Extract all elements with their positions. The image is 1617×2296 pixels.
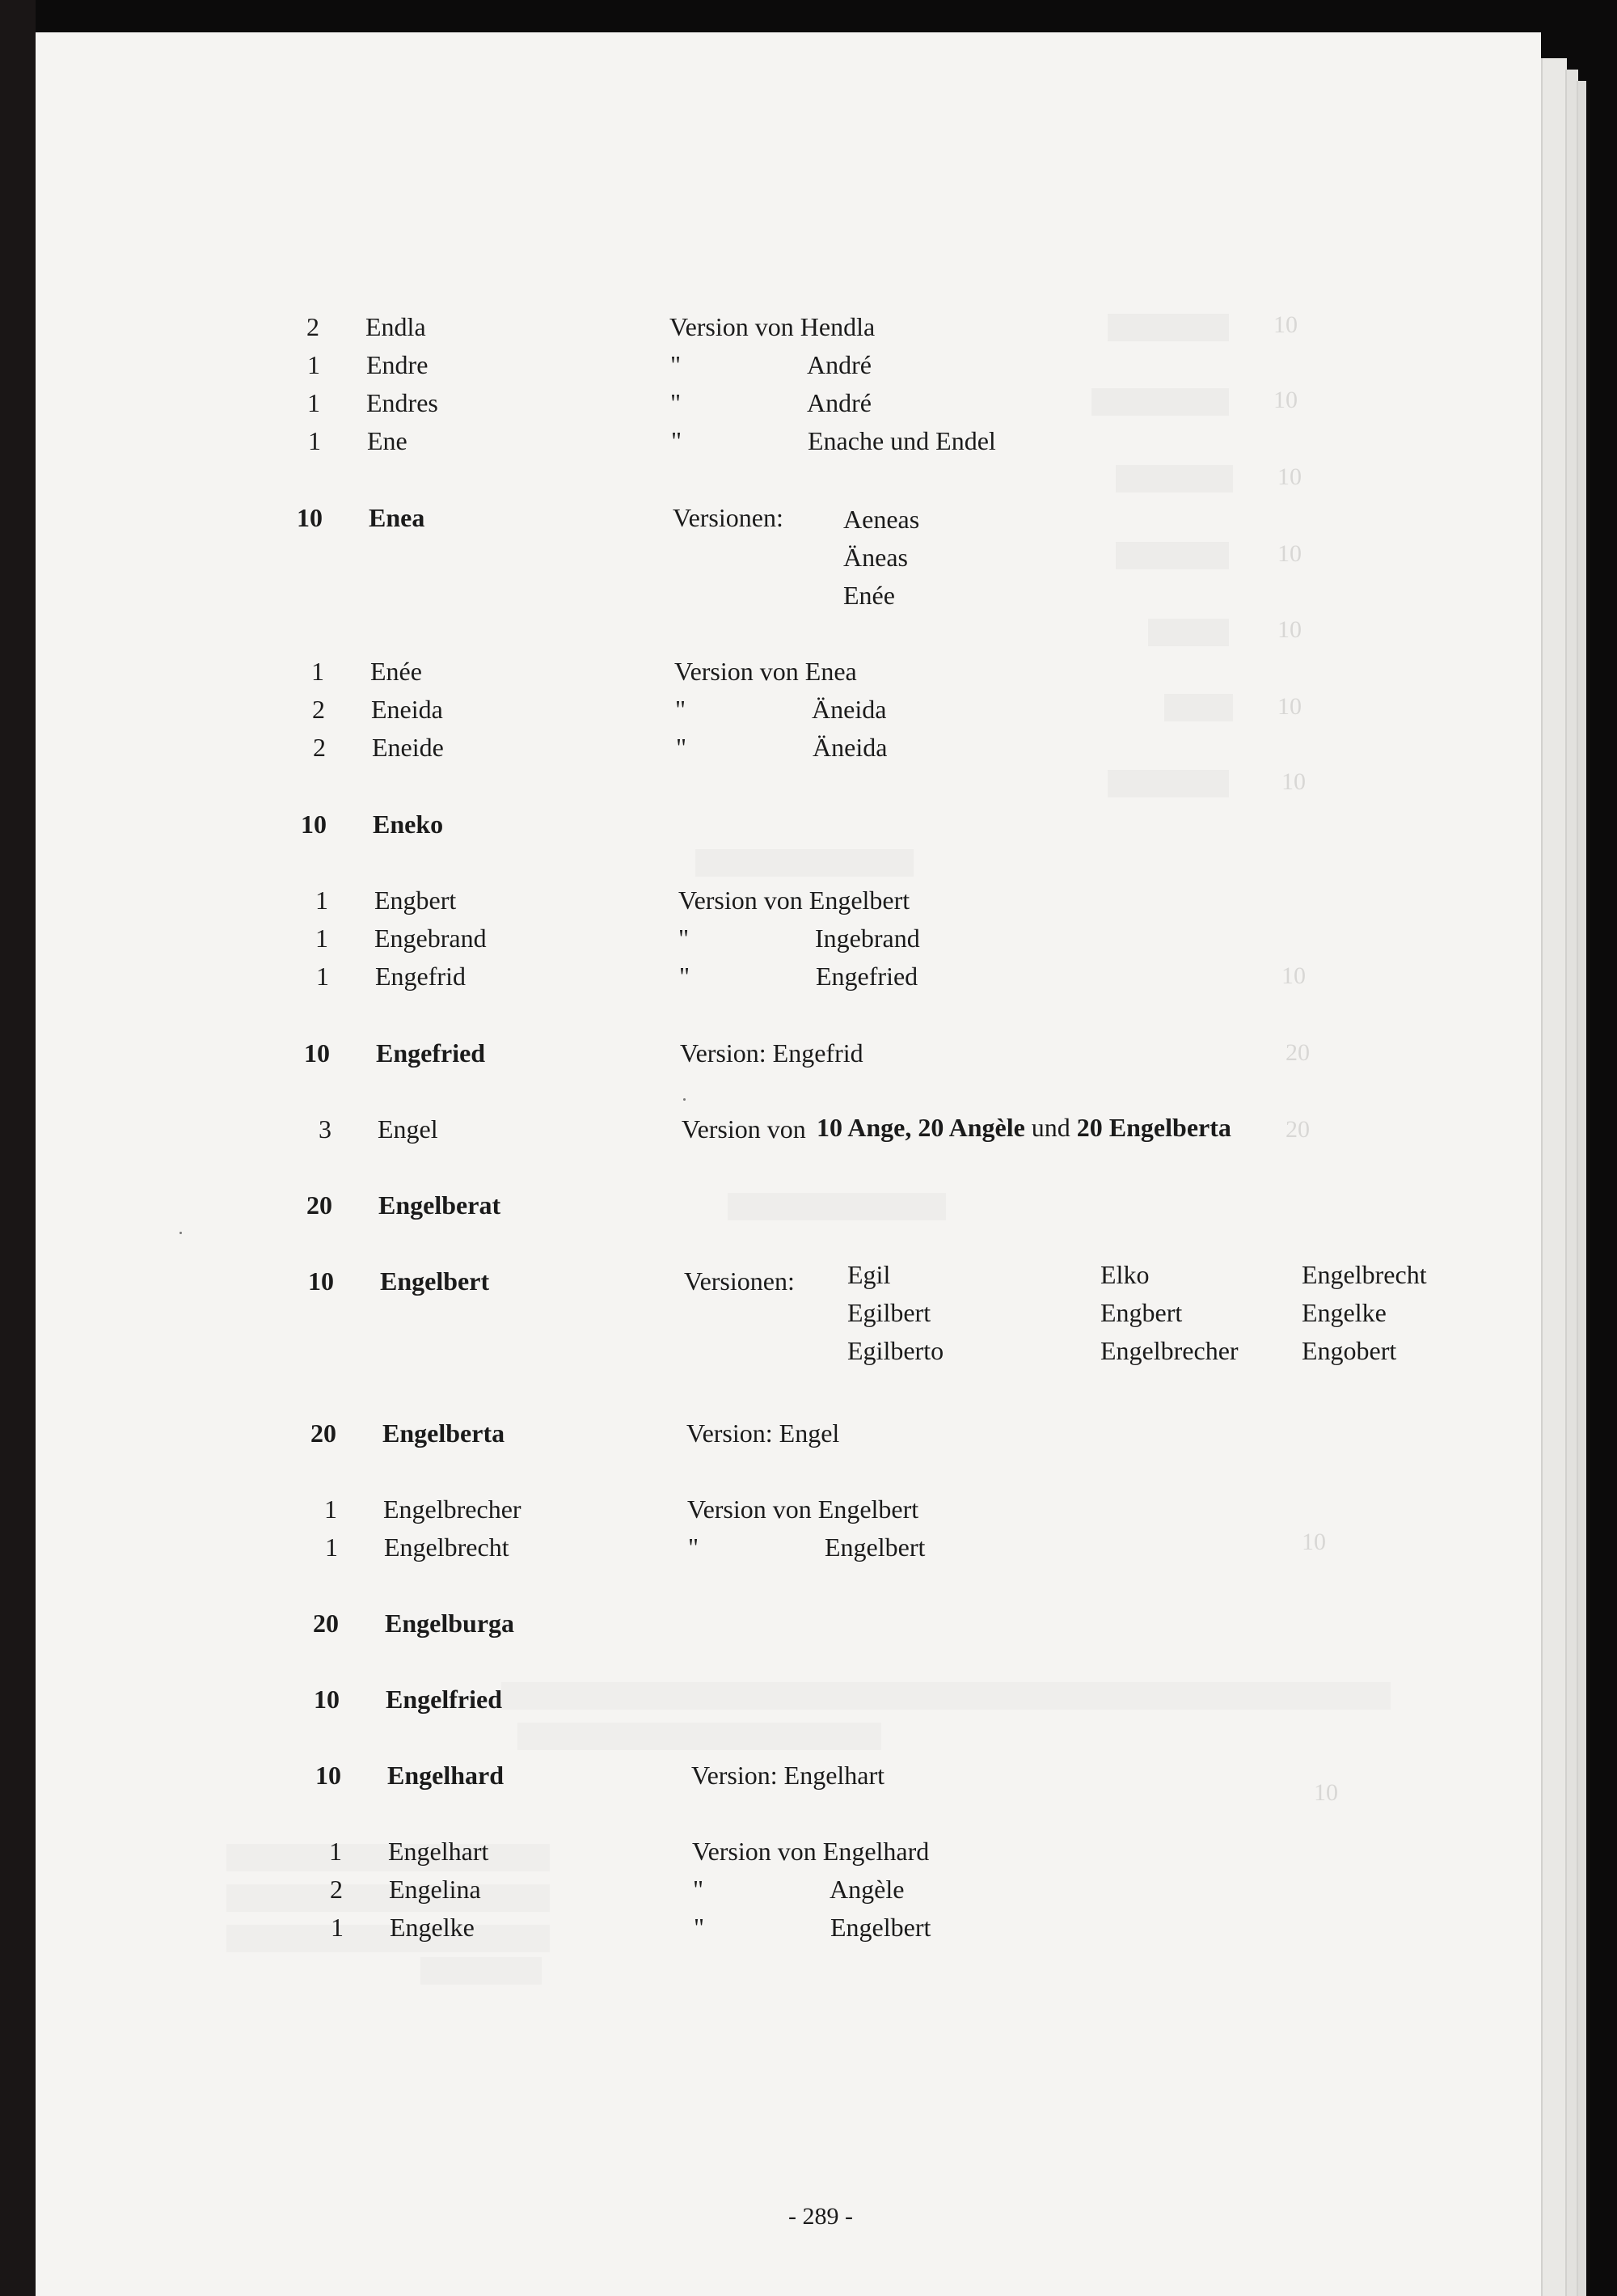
entry-version-target: Äneida <box>812 695 887 724</box>
page-edge <box>1541 58 1567 2296</box>
entry-name: Engelberta <box>382 1419 505 1448</box>
engelbert-version: Egilbert <box>847 1298 931 1327</box>
entry-name: Engelke <box>390 1913 475 1942</box>
entry-name: Engbert <box>374 886 457 915</box>
entry-description: Version von Hendla <box>669 312 876 341</box>
entry-description: " <box>675 695 686 724</box>
entry-description: Version: Engefrid <box>680 1038 863 1068</box>
bleed-through <box>1091 388 1229 416</box>
entry-name: Engelburga <box>385 1609 515 1638</box>
bleed-through <box>1116 465 1233 493</box>
bleed-through: 10 <box>1314 1779 1338 1806</box>
engel-link-1: 10 Ange, <box>817 1113 912 1142</box>
entry-description: Versionen: <box>684 1266 795 1296</box>
entry-version-target: Engefried <box>816 962 918 991</box>
entry-description: " <box>693 1875 704 1904</box>
entry-frequency: 10 <box>314 1685 340 1714</box>
entry-name: Engelina <box>389 1875 481 1904</box>
entry-description: " <box>679 962 690 991</box>
speck <box>683 1098 686 1101</box>
bleed-through: 20 <box>1286 1039 1310 1066</box>
entry-frequency: 20 <box>306 1190 332 1220</box>
entry-frequency: 1 <box>315 886 328 915</box>
bleed-through: 10 <box>1277 693 1302 720</box>
entry-frequency: 10 <box>308 1266 334 1296</box>
entry-name: Endres <box>366 388 438 417</box>
entry-frequency: 1 <box>308 426 321 455</box>
bleed-through <box>517 1723 881 1750</box>
engelbert-version: Egil <box>847 1260 891 1289</box>
bleed-through: 10 <box>1302 1529 1326 1555</box>
bleed-through: 10 <box>1273 311 1298 338</box>
engelbert-version: Engobert <box>1302 1336 1397 1365</box>
entry-frequency: 1 <box>307 388 320 417</box>
engelbert-version: Egilberto <box>847 1336 944 1365</box>
bleed-through <box>226 1925 550 1952</box>
bleed-through: 10 <box>1277 463 1302 490</box>
entry-description: " <box>671 426 682 455</box>
entry-name: Endla <box>365 312 426 341</box>
entry-frequency: 20 <box>313 1609 339 1638</box>
entry-description: " <box>670 350 682 379</box>
bleed-through <box>1108 314 1229 341</box>
entry-frequency: 2 <box>330 1875 343 1904</box>
entry-name: Enea <box>369 503 425 532</box>
engel-version-links <box>817 1112 1231 1143</box>
entry-name: Eneko <box>373 810 444 839</box>
entry-frequency: 20 <box>310 1419 336 1448</box>
entry-name: Endre <box>366 350 429 379</box>
book-spine <box>0 0 36 2296</box>
entry-name: Engebrand <box>374 924 487 953</box>
page-sheet <box>36 32 1541 2296</box>
entry-frequency: 1 <box>316 962 329 991</box>
bleed-through: 20 <box>1286 1116 1310 1143</box>
engel-link-3: 20 Engelberta <box>1076 1113 1231 1142</box>
entry-frequency: 1 <box>307 350 320 379</box>
entry-frequency: 1 <box>329 1837 342 1866</box>
entry-frequency: 1 <box>331 1913 344 1942</box>
entry-version-target: Engelbert <box>825 1533 926 1562</box>
entry-version-target: Äneida <box>813 733 888 762</box>
enea-version: Aeneas <box>843 505 920 534</box>
entry-description: " <box>688 1533 699 1562</box>
entry-version-target: Engelbert <box>830 1913 931 1942</box>
engelbert-version: Engbert <box>1100 1298 1183 1327</box>
entry-frequency: 1 <box>324 1495 337 1524</box>
entry-version-target: André <box>807 388 872 417</box>
entry-name: Engelbrecher <box>383 1495 521 1524</box>
bleed-through: 10 <box>1273 387 1298 413</box>
bleed-through <box>1148 619 1229 646</box>
bleed-through <box>1164 694 1233 721</box>
entry-frequency: 1 <box>315 924 328 953</box>
entry-version-target: André <box>807 350 872 379</box>
bleed-through <box>728 1193 946 1220</box>
entry-description: Version von <box>682 1114 806 1144</box>
entry-name: Eneide <box>372 733 444 762</box>
entry-name: Engelbert <box>380 1266 490 1296</box>
entry-name: Ene <box>367 426 407 455</box>
bleed-through <box>501 1682 1391 1710</box>
entry-description: " <box>670 388 682 417</box>
entry-description: Version: Engelhart <box>691 1761 885 1790</box>
entry-name: Engefried <box>376 1038 486 1068</box>
entry-description: Versionen: <box>673 503 783 532</box>
entry-frequency: 2 <box>306 312 319 341</box>
entry-frequency: 2 <box>312 695 325 724</box>
bleed-through: 10 <box>1281 962 1306 989</box>
enea-version: Äneas <box>843 543 908 572</box>
bleed-through <box>1108 770 1229 797</box>
engelbert-version: Engelke <box>1302 1298 1387 1327</box>
entry-frequency: 3 <box>319 1114 331 1144</box>
entry-frequency: 1 <box>325 1533 338 1562</box>
page-edge <box>1577 81 1586 2296</box>
engel-link-und: und <box>1031 1113 1070 1142</box>
entry-version-target: Ingebrand <box>815 924 920 953</box>
entry-name: Engefrid <box>375 962 466 991</box>
entry-frequency: 10 <box>315 1761 341 1790</box>
bleed-through <box>420 1957 542 1985</box>
entry-version-target: Angèle <box>830 1875 905 1904</box>
entry-description: Version von Engelbert <box>678 886 910 915</box>
bleed-through: 10 <box>1277 616 1302 643</box>
engelbert-version: Elko <box>1100 1260 1150 1289</box>
entry-description: Version von Engelhard <box>692 1837 930 1866</box>
entry-name: Engelhard <box>387 1761 505 1790</box>
entry-name: Enée <box>370 657 422 686</box>
entry-frequency: 10 <box>304 1038 330 1068</box>
speck <box>179 1232 182 1234</box>
page-number: - 289 - <box>788 2203 853 2230</box>
entry-frequency: 10 <box>301 810 327 839</box>
bleed-through <box>695 849 914 877</box>
entry-name: Engelfried <box>386 1685 502 1714</box>
engelbert-version: Engelbrecht <box>1302 1260 1427 1289</box>
engelbert-version: Engelbrecher <box>1100 1336 1239 1365</box>
bleed-through: 10 <box>1281 768 1306 795</box>
entry-description: " <box>694 1913 705 1942</box>
entry-frequency: 10 <box>297 503 323 532</box>
entry-name: Engelberat <box>378 1190 501 1220</box>
entry-description: Version: Engel <box>686 1419 840 1448</box>
entry-name: Engelhart <box>388 1837 489 1866</box>
entry-name: Eneida <box>371 695 443 724</box>
entry-description: Version von Enea <box>674 657 857 686</box>
entry-description: " <box>676 733 687 762</box>
entry-frequency: 2 <box>313 733 326 762</box>
entry-name: Engel <box>378 1114 438 1144</box>
entry-version-target: Enache und Endel <box>808 426 996 455</box>
entry-name: Engelbrecht <box>384 1533 509 1562</box>
enea-version: Enée <box>843 581 895 610</box>
bleed-through: 10 <box>1277 540 1302 567</box>
bleed-through <box>226 1884 550 1912</box>
entry-frequency: 1 <box>311 657 324 686</box>
bleed-through <box>1116 542 1229 569</box>
entry-description: Version von Engelbert <box>687 1495 919 1524</box>
entry-description: " <box>678 924 690 953</box>
engel-link-2: 20 Angèle <box>918 1113 1025 1142</box>
